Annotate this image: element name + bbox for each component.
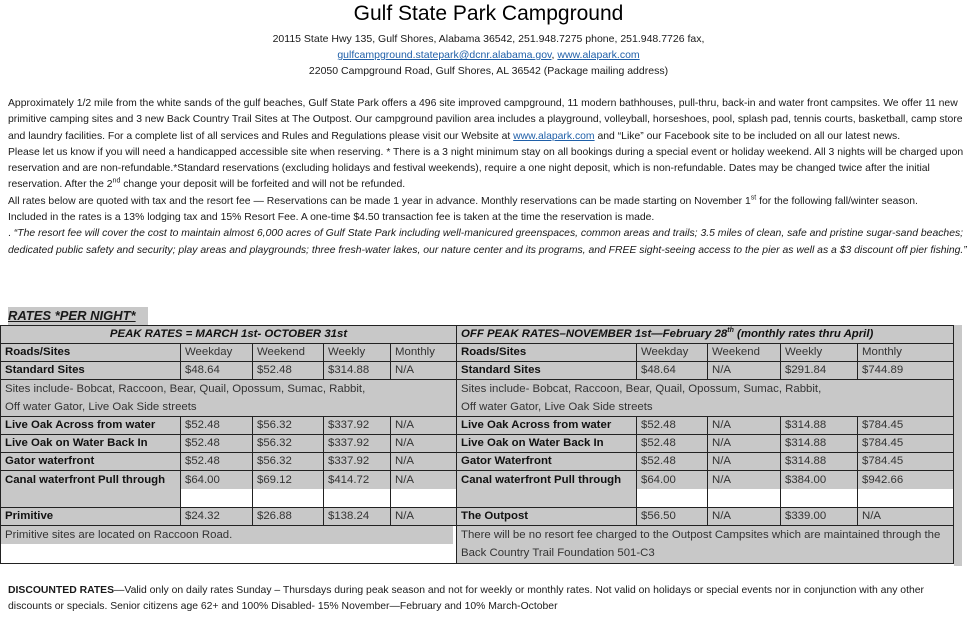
rate-value: N/A [395,474,414,486]
site-name: Gator waterfront [1,453,181,471]
site-name: Standard Sites [1,362,181,380]
rate-cell: $784.45 [858,453,954,471]
rate-cell: $26.88 [253,508,324,526]
table-row [1,471,457,508]
rate-cell: $314.88 [781,453,858,471]
intro-website-link[interactable]: www.alapark.com [513,130,595,142]
rate-cell: $56.32 [253,417,324,435]
rate-cell [391,471,457,508]
rate-cell: $52.48 [637,417,708,435]
column-header: Weekend [253,344,324,362]
rate-cell: $52.48 [181,453,253,471]
rate-cell: N/A [708,362,781,380]
offpeak-title [457,326,954,344]
website-link[interactable]: www.alapark.com [557,49,640,61]
rate-cell: $784.45 [858,435,954,453]
column-header: Roads/Sites [457,344,637,362]
intro-p1-tail: and “Like” our Facebook site to be included on all our latest news. [594,130,901,142]
rate-value: $414.72 [328,474,370,486]
rate-cell: $337.92 [324,417,391,435]
sites-note [1,380,457,417]
primitive-note: Primitive sites are located on Raccoon Road. [1,526,453,544]
rate-cell: $52.48 [637,435,708,453]
rate-cell [181,471,253,508]
rate-cell: $52.48 [637,453,708,471]
site-name: Primitive [1,508,181,526]
rate-cell: N/A [391,508,457,526]
rate-value: $64.00 [185,474,220,486]
rate-cell: $314.88 [324,362,391,380]
rate-cell: $138.24 [324,508,391,526]
table-row [457,471,954,508]
table-row [457,453,954,471]
intro-p1-text: Approximately 1/2 mile from the white sands of the gulf beaches, Gulf State Park offers a 496 site improved campground, 11 modern bathhouses, pull-thru, back-in and water front campsites. We offer 11 new primitive camping sites and 3 new Back Country Trail Sites at The Outpost. Our campground pavilion area includes a playground, volleyball, horseshoes, pool, splash pad, tennis courts, basketball, camp store and laundry facilities. For a complete list of all services and Rules and Regulations please visit our Website at [8,98,963,142]
table-edge-strip [954,325,962,566]
rate-value: $942.66 [862,474,904,486]
table-row [457,417,954,435]
rate-cell: $24.32 [181,508,253,526]
rate-cell: $784.45 [858,417,954,435]
column-header: Monthly [391,344,457,362]
sites-note-line-2: Off water Gator, Live Oak Side streets [5,401,197,413]
rate-value: N/A [712,474,731,486]
rate-cell: $314.88 [781,417,858,435]
column-header: Monthly [858,344,954,362]
rate-cell: N/A [708,435,781,453]
sites-note-row [457,380,954,417]
footer-note-row [1,526,457,564]
sites-note-line-2: Off water Gator, Live Oak Side streets [461,401,653,413]
intro-p2-sup: nd [112,178,121,186]
rate-cell: $337.92 [324,453,391,471]
column-header: Weekday [181,344,253,362]
column-header: Roads/Sites [1,344,181,362]
rate-cell: $56.50 [637,508,708,526]
rate-cell: N/A [708,453,781,471]
column-header: Weekday [637,344,708,362]
table-row [1,435,457,453]
rate-cell: N/A [858,508,954,526]
table-row [1,417,457,435]
rate-cell: $339.00 [781,508,858,526]
sites-note-line-1: Sites include- Bobcat, Raccoon, Bear, Quail, Opossum, Sumac, Rabbit, [461,383,822,395]
rate-cell: N/A [708,508,781,526]
discount-label: DISCOUNTED RATES [8,585,115,596]
outpost-note: There will be no resort fee charged to the Outpost Campsites which are maintained through the Back Country Trail Foundation 501-C3 [457,526,954,564]
offpeak-rates-table [456,325,954,564]
table-row [457,435,954,453]
site-name: Live Oak Across from water [1,417,181,435]
table-title-row [457,326,954,344]
rate-value: $69.12 [257,474,292,486]
intro-paragraph-3 [8,194,970,210]
intro-p3-b: for the following fall/winter season. [756,195,918,207]
offpeak-title-sup: th [727,327,734,335]
site-name: Live Oak Across from water [457,417,637,435]
table-header-row [457,344,954,362]
rate-cell: N/A [391,417,457,435]
rate-cell [708,471,781,508]
site-name: Standard Sites [457,362,637,380]
site-name: Live Oak on Water Back In [457,435,637,453]
mailing-address: 22050 Campground Road, Gulf Shores, AL 36542 (Package mailing address) [308,65,669,77]
email-link[interactable]: gulfcampground.statepark@dcnr.alabama.gov [337,49,552,61]
table-row [1,362,457,380]
rate-cell [324,471,391,508]
column-header: Weekly [781,344,858,362]
table-header-row [1,344,457,362]
table-row [457,362,954,380]
rate-cell: $52.48 [181,435,253,453]
address-line: 20115 State Hwy 135, Gulf Shores, Alabama 36542, 251.948.7275 phone, 251.948.7726 fax, [272,33,705,45]
discount-text: —Valid only on daily rates Sunday – Thursdays during peak season and not for weekly or monthly rates. Not valid on holidays or special events nor in conjunction with any other discounts or specials. Senior citizens age 62+ and 100% Disabled- 15% November—February and 10% March-October [8,585,924,612]
footer-note-row [457,526,954,564]
table-title-row [1,326,457,344]
intro-p2-b: change your deposit will be forfeited and will not be refunded. [120,179,406,191]
rate-cell: $52.48 [181,417,253,435]
discount-section [8,583,968,615]
link-separator: , [551,49,558,61]
sites-note [457,380,954,417]
rate-cell: $48.64 [637,362,708,380]
page-title: Gulf State Park Campground [353,2,624,25]
rate-cell: N/A [391,435,457,453]
intro-text [8,96,970,259]
site-name: Live Oak on Water Back In [1,435,181,453]
rate-cell: $314.88 [781,435,858,453]
table-row [457,508,954,526]
rate-cell [637,471,708,508]
rate-cell: N/A [391,362,457,380]
peak-rates-table [0,325,457,564]
rate-cell [253,471,324,508]
offpeak-title-a: OFF PEAK RATES–NOVEMBER 1st—February 28 [461,328,728,340]
intro-p2-a: Please let us know if you will need a handicapped accessible site when reserving. * There is a 3 night minimum stay on all bookings during a special event or holiday weekend. All 3 nights will be charged upon reservation and are non-refundable.*Standard reservations (excluding holidays and festival weekends), require a one night deposit, which is non-refundable. Dates may be changed twice after the initial reservation. After the 2 [8,146,964,191]
rate-cell: $291.84 [781,362,858,380]
intro-p5-prefix: . [8,228,14,240]
sites-note-row [1,380,457,417]
table-row [1,453,457,471]
intro-p3-a: All rates below are quoted with tax and the resort fee — Reservations can be made 1 year in advance. Monthly reservations can be made starting on November 1 [8,195,751,207]
site-name: The Outpost [457,508,637,526]
rate-cell: $744.89 [858,362,954,380]
column-header: Weekly [324,344,391,362]
rate-cell: $48.64 [181,362,253,380]
site-name: Gator Waterfront [457,453,637,471]
offpeak-title-b: (monthly rates thru April) [733,328,874,340]
footer-note-cell [1,526,457,564]
column-header: Weekend [708,344,781,362]
rate-cell [781,471,858,508]
table-row [1,508,457,526]
peak-title: PEAK RATES = MARCH 1st- OCTOBER 31st [1,326,457,344]
rate-value: $64.00 [641,474,676,486]
rate-cell: $337.92 [324,435,391,453]
contact-links [0,47,977,63]
intro-paragraph-1 [8,96,970,145]
resort-fee-quote: “The resort fee will cover the cost to maintain almost 6,000 acres of Gulf State Park including well-manicured greenspaces, common areas and trails; 3.5 miles of clean, safe and pristine sugar-sand beaches; dedicated public safety and security; play areas and playgrounds; three fresh-water lakes, our nature center and its programs, and FREE sight-seeing access to the pier as well as a $3 discount off pier fishing.” [8,228,967,256]
rates-heading: RATES *PER NIGHT* [8,307,148,325]
rate-cell: N/A [708,417,781,435]
intro-paragraph-2 [8,145,970,194]
site-name: Canal waterfront Pull through [1,471,181,508]
intro-paragraph-5 [8,226,970,259]
intro-p3-sup: st [750,194,757,202]
rate-cell: $56.32 [253,435,324,453]
sites-note-line-1: Sites include- Bobcat, Raccoon, Bear, Quail, Opossum, Sumac, Rabbit, [5,383,366,395]
rate-value: $384.00 [785,474,827,486]
intro-paragraph-4: Included in the rates is a 13% lodging tax and 15% Resort Fee. A one-time $4.50 transaction fee is taken at the time the reservation is made. [8,212,655,224]
site-name: Canal waterfront Pull through [457,471,637,508]
rate-cell [858,471,954,508]
rate-cell: N/A [391,453,457,471]
rate-cell: $52.48 [253,362,324,380]
rate-cell: $56.32 [253,453,324,471]
